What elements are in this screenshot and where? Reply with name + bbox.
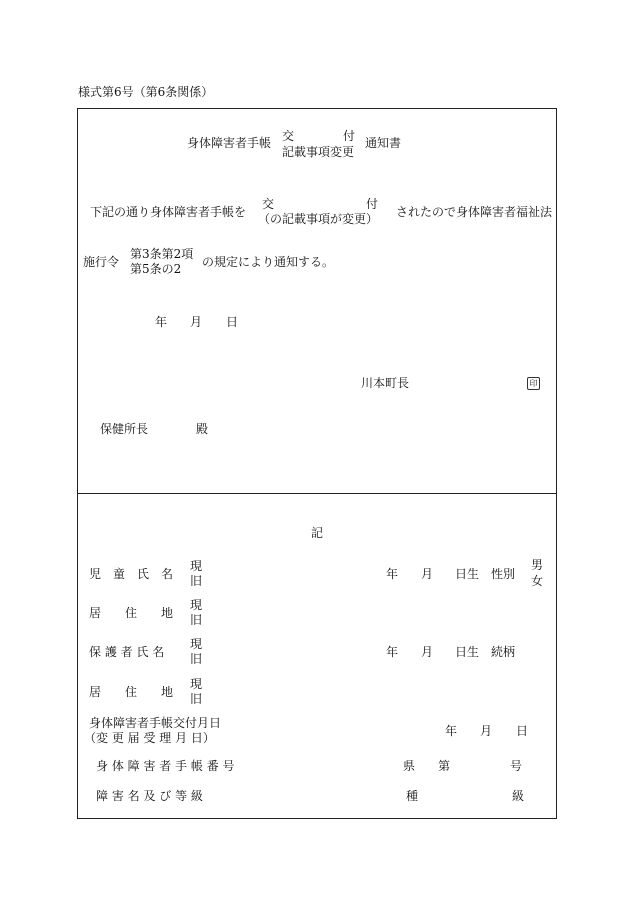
child-name-label: 児 童 氏 名	[89, 567, 174, 581]
notice-title-option-issue-left: 交	[282, 129, 295, 143]
notice-title-suffix: 通知書	[365, 136, 402, 150]
guardian-relation-label: 続柄	[491, 645, 516, 659]
child-address-label: 居 住 地	[89, 606, 174, 620]
guardian-birth-year: 年	[386, 645, 399, 659]
date-year: 年	[155, 315, 168, 329]
guardian-name-current: 現	[190, 637, 203, 651]
child-name-current: 現	[190, 559, 203, 573]
gender-female: 女	[531, 574, 544, 588]
disability-type: 種	[406, 789, 419, 803]
child-address-current: 現	[190, 598, 203, 612]
body-line2-prefix: 施行令	[83, 255, 120, 269]
body-line1-option-issue-right: 付	[366, 197, 379, 211]
recipient-honorific: 殿	[196, 422, 209, 436]
booklet-dai: 第	[438, 759, 451, 773]
guardian-birth-day: 日生	[455, 645, 480, 659]
date-day: 日	[226, 315, 239, 329]
seal-mark	[527, 376, 540, 390]
recipient-name: 保健所長	[100, 422, 149, 436]
issue-date-year: 年	[445, 724, 458, 738]
booklet-number-label: 身 体 障 害 者 手 帳 番 号	[96, 759, 235, 773]
issuer-name: 川本町長	[361, 376, 410, 390]
guardian-address-label: 居 住 地	[89, 685, 174, 699]
issue-date-day: 日	[516, 724, 529, 738]
booklet-number-suffix: 号	[510, 759, 523, 773]
form-label: 様式第6号（第6条関係）	[78, 85, 214, 99]
body-line2-suffix: の規定により通知する。	[202, 255, 335, 269]
guardian-address-current: 現	[190, 677, 203, 691]
section-divider	[77, 493, 557, 494]
guardian-birth-month: 月	[421, 645, 434, 659]
body-line1-suffix: されたので身体障害者福祉法	[396, 205, 553, 219]
guardian-name-former: 旧	[190, 652, 203, 666]
issue-date-label-line2: （変 更 届 受 理 月 日）	[84, 731, 215, 745]
record-heading: 記	[311, 526, 324, 540]
issue-date-month: 月	[480, 724, 493, 738]
seal-icon: 印	[527, 377, 540, 390]
notice-title-option-change: 記載事項変更	[282, 145, 355, 159]
body-line2-option-1: 第3条第2項	[130, 247, 194, 261]
child-birth-month: 月	[421, 567, 434, 581]
child-birth-day: 日生	[455, 567, 480, 581]
notice-title-option-issue-right: 付	[343, 129, 356, 143]
gender-male: 男	[531, 558, 544, 572]
body-line1-option-issue-left: 交	[262, 197, 275, 211]
body-line1-option-change: （の記載事項が変更）	[258, 212, 379, 226]
body-line1-prefix: 下記の通り身体障害者手帳を	[90, 205, 247, 219]
disability-label: 障 害 名 及 び 等 級	[96, 789, 203, 803]
child-birth-year: 年	[386, 567, 399, 581]
notice-title-prefix: 身体障害者手帳	[187, 136, 272, 150]
child-gender-label: 性別	[491, 567, 516, 581]
guardian-address-former: 旧	[190, 692, 203, 706]
child-name-former: 旧	[190, 574, 203, 588]
disability-grade: 級	[512, 789, 525, 803]
booklet-prefecture: 県	[403, 759, 416, 773]
body-line2-option-2: 第5条の2	[130, 262, 182, 276]
guardian-name-label: 保 護 者 氏 名	[89, 645, 165, 659]
issue-date-label-line1: 身体障害者手帳交付月日	[89, 716, 222, 730]
child-address-former: 旧	[190, 613, 203, 627]
date-month: 月	[190, 315, 203, 329]
